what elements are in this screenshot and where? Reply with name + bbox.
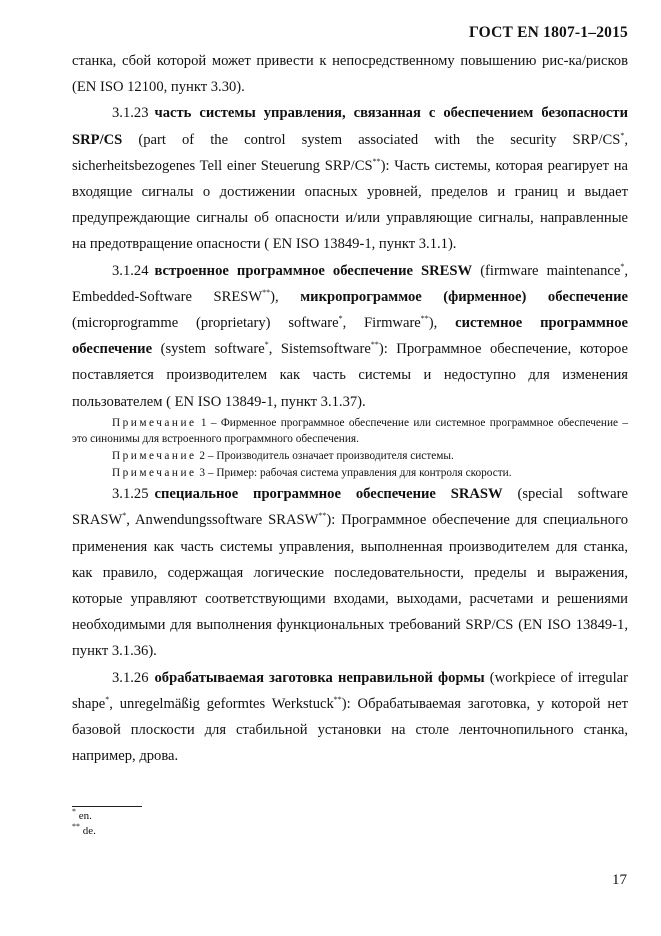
footnote-mark: * <box>105 694 110 704</box>
term-english: (special software SRASW <box>72 486 628 529</box>
term-english: (workpiece of irregular shape <box>72 669 628 712</box>
term-title: часть системы управления, связанная с обеспечением безопасности SRP/CS <box>72 105 628 148</box>
term-english: (part of the control system associated with the security SRP/CS <box>138 131 621 148</box>
footnote-mark: * <box>72 807 76 816</box>
definition-text: ): Часть системы, которая реагирует на входящие сигналы о достижении опасных уровней, пределов и границ и выдает предупреждающие сигналы об опасности и/или управляющие сигналы, направленные на предотвращение опасности ( EN ISO 13849-1, пункт 3.1.1). <box>72 157 628 253</box>
clause-number: 3.1.23 <box>112 105 149 122</box>
note-text: 2 – Производитель означает производителя системы. <box>199 450 454 463</box>
footnote-de <box>72 824 142 839</box>
clause-number: 3.1.24 <box>112 262 149 279</box>
document-body <box>72 48 628 769</box>
definition-3-1-26 <box>72 665 628 770</box>
note-2 <box>72 448 628 465</box>
definition-3-1-24 <box>72 258 628 415</box>
footnote-mark: ** <box>333 694 342 704</box>
note-1 <box>72 415 628 448</box>
footnote-mark: * <box>620 261 625 271</box>
definition-3-1-23 <box>72 100 628 257</box>
intro-paragraph: станка, сбой которой может привести к непосредственному повышению рис-ка/рисков (EN ISO 12100, пункт 3.30). <box>72 53 628 96</box>
clause-number: 3.1.25 <box>112 486 149 503</box>
note-text: 3 – Пример: рабочая система управления для контроля скорости. <box>199 466 512 479</box>
page-number: 17 <box>612 872 627 888</box>
footnote-mark: ** <box>420 314 429 324</box>
term-english: (firmware maintenance <box>480 262 621 279</box>
footnote-text: de. <box>82 825 96 837</box>
footnote-mark: * <box>264 340 269 350</box>
note-label: Примечание <box>112 416 197 429</box>
term-title-3: системное программное обеспечение <box>72 315 628 358</box>
term-german: , sicherheitsbezogenes Tell einer Steuerung SRP/CS <box>72 131 629 174</box>
footnote-en <box>72 809 142 824</box>
note-text: 1 – Фирменное программное обеспечение или системное программное обеспечение – это синонимы для встроенного программного обеспечения. <box>72 416 628 446</box>
term-title-2: микропрограммое (фирменное) обеспечение <box>300 288 628 305</box>
term-german: , unregelmäßig geformtes Werkstuck <box>109 695 334 712</box>
footnotes <box>72 806 142 839</box>
clause-number: 3.1.26 <box>112 669 149 686</box>
term-german-2: , Firmware <box>342 315 421 332</box>
footnote-mark: ** <box>370 340 379 350</box>
footnote-mark: * <box>338 314 343 324</box>
footnote-mark: * <box>122 511 127 521</box>
term-german: , Embedded-Software SRESW <box>72 262 628 305</box>
definition-text: ): Программное обеспечение для специального применения как часть системы управления, выполненная производителем для станка, как правило, содержащая логические последовательности, пределы и выражения, которые управляют соответствующими входами, выходами, расчетами и решениями необходимыми для выполнения функциональных требований SRP/CS (EN ISO 13849-1, пункт 3.1.36). <box>72 512 628 660</box>
definition-text: ): Обрабатываемая заготовка, у которой нет базовой плоскости для стабильной установки на столе ленточнопильного станка, например, дрова. <box>72 695 629 765</box>
term-title: специальное программное обеспечение SRASW <box>154 486 503 503</box>
term-german: , Anwendungssoftware SRASW <box>126 512 319 529</box>
note-3 <box>72 465 628 482</box>
footnote-mark: ** <box>262 287 271 297</box>
separator: ), <box>428 315 456 332</box>
footnote-divider <box>72 806 142 807</box>
term-title: обрабатываемая заготовка неправильной формы <box>154 669 485 686</box>
definition-text: ): Программное обеспечение, которое поставляется производителем как часть системы и недоступно для изменения пользователем ( EN ISO 13849-1, пункт 3.1.37). <box>72 341 628 410</box>
footnote-text: en. <box>78 810 92 822</box>
footnote-mark: ** <box>72 822 80 831</box>
term-german-3: , Sistemsoftware <box>268 341 371 358</box>
note-label: Примечание <box>112 450 197 463</box>
definition-3-1-25 <box>72 481 628 664</box>
footnote-mark: ** <box>318 511 327 521</box>
term-english-3: (system software <box>160 341 265 358</box>
document-header: ГОСТ EN 1807-1–2015 <box>469 24 628 41</box>
footnote-mark: ** <box>372 156 381 166</box>
separator: ), <box>270 288 301 305</box>
term-title: встроенное программное обеспечение SRESW <box>154 262 473 279</box>
note-label: Примечание <box>112 466 197 479</box>
footnote-mark: * <box>620 130 625 140</box>
term-english-2: (microprogramme (proprietary) software <box>72 315 339 332</box>
